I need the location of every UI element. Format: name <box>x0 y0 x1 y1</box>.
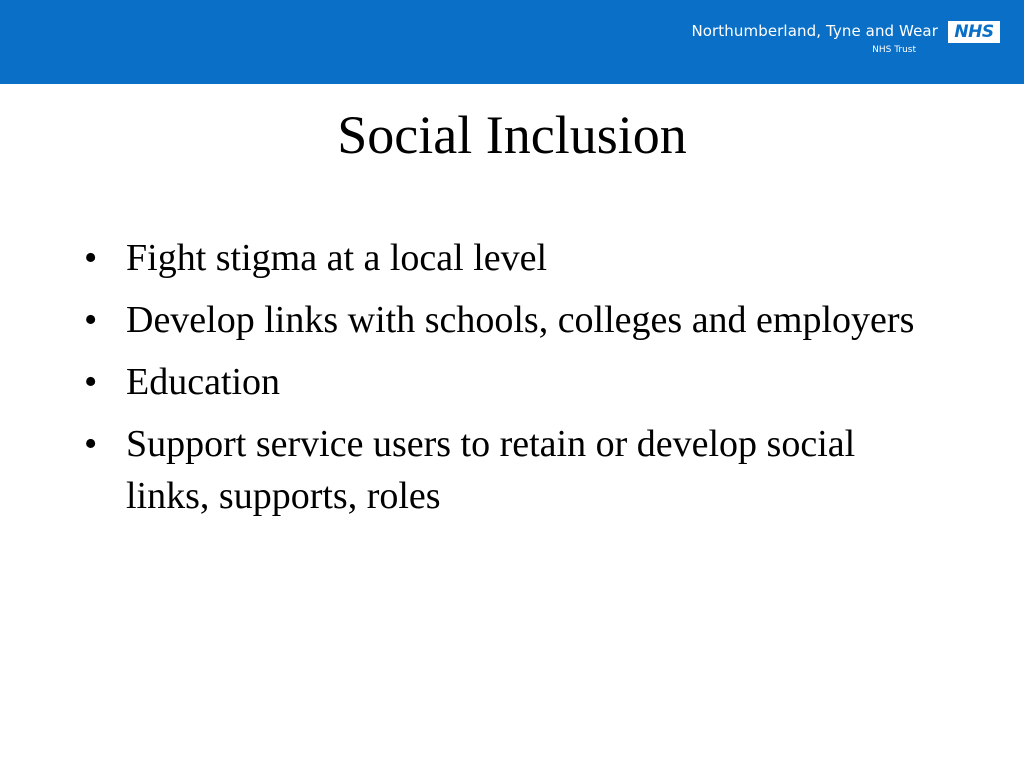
bullet-text: Education <box>126 361 281 403</box>
bullet-list <box>84 232 924 532</box>
bullet-text: Develop links with schools, colleges and employers <box>126 299 915 341</box>
bullet-item <box>84 294 924 346</box>
bullet-glyph: • <box>84 361 98 403</box>
org-branding <box>660 20 1000 64</box>
nhs-logo <box>948 21 1000 43</box>
nhs-logo-text: NHS <box>954 22 994 42</box>
bullet-item <box>84 232 924 284</box>
bullet-glyph: • <box>84 299 98 341</box>
bullet-glyph: • <box>84 237 98 279</box>
bullet-item <box>84 356 924 408</box>
bullet-text: Fight stigma at a local level <box>126 237 548 279</box>
bullet-text: Support service users to retain or develop social links, supports, roles <box>126 423 856 517</box>
org-subtitle: NHS Trust <box>872 45 916 55</box>
bullet-item <box>84 418 924 522</box>
org-name: Northumberland, Tyne and Wear <box>691 22 938 40</box>
header-band <box>0 0 1024 84</box>
slide-title: Social Inclusion <box>337 105 687 165</box>
bullet-glyph: • <box>84 423 98 465</box>
